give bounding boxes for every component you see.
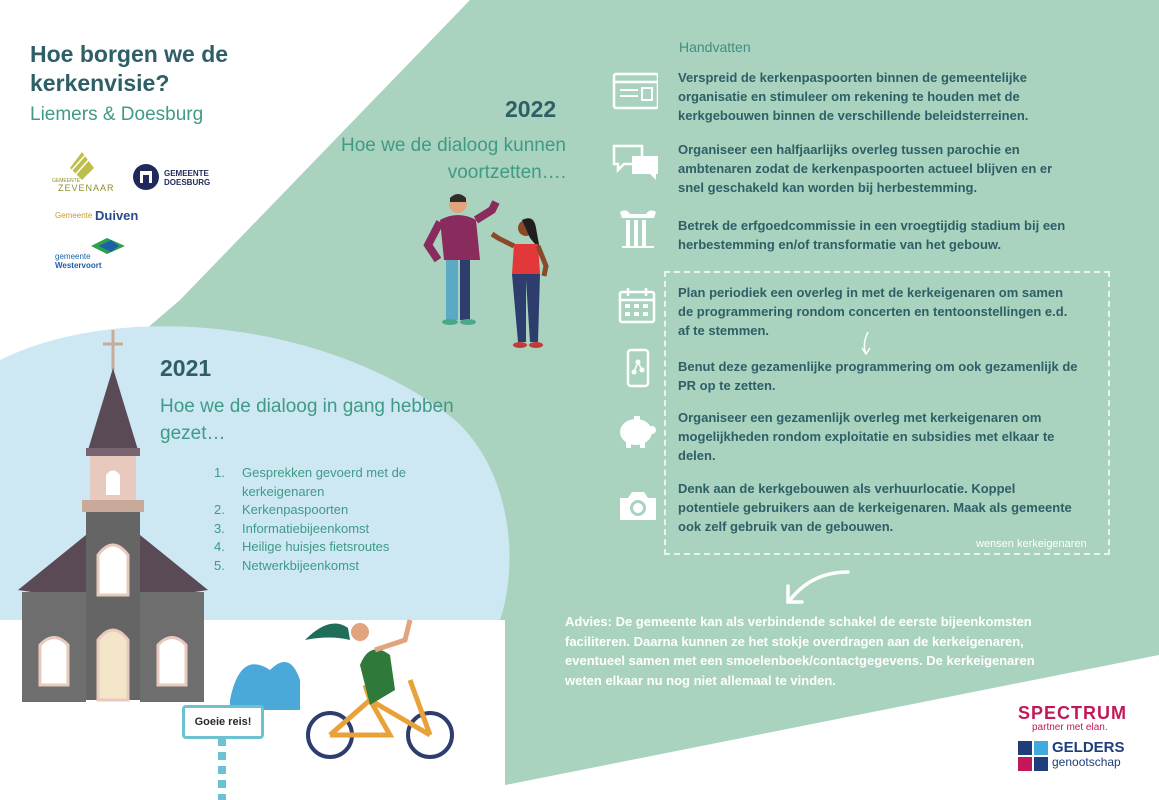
small-arrow-icon xyxy=(858,330,874,358)
zevenaar-name: ZEVENAAR xyxy=(58,183,115,193)
genootschap-text: genootschap xyxy=(1052,755,1121,769)
list-item: 3. Informatiebijeenkomst xyxy=(214,520,370,536)
wensen-label: wensen kerkeigenaren xyxy=(976,538,1087,550)
zevenaar-small: GEMEENTE xyxy=(52,178,81,184)
handvatten-item-1: Verspreid de kerkenpaspoorten binnen de gemeentelijke organisatie en stimuleer om rekening te houden met de kerkgebouwen binnen de verschillende beleidsterreinen. xyxy=(678,70,1029,123)
handvatten-label: Handvatten xyxy=(679,39,751,55)
duiven-logo xyxy=(55,208,155,226)
camera-icon xyxy=(618,488,664,528)
two-people-illustration xyxy=(410,190,570,355)
list-item: 4. Heilige huisjes fietsroutes xyxy=(214,539,390,554)
year-2021: 2021 xyxy=(160,355,212,381)
document-icon xyxy=(612,72,658,112)
page-title: Hoe borgen we de kerkenvisie? xyxy=(30,41,229,96)
westervoort-logo xyxy=(55,236,135,272)
phone-icon xyxy=(624,348,670,388)
church-illustration xyxy=(18,330,208,702)
gelders-logo: GELDERS xyxy=(1052,739,1125,756)
calendar-icon xyxy=(618,288,664,328)
doesburg-emblem xyxy=(132,162,160,192)
duiven-prefix: Gemeente xyxy=(55,211,93,220)
list-item: 2. Kerkenpaspoorten xyxy=(214,502,349,517)
piggy-bank-icon xyxy=(614,412,660,452)
handvatten-item-2: Organiseer een halfjaarlijks overleg tussen parochie en ambtenaren zodat de kerkenpaspoorten actueel blijven en er snel geschakeld kan worden bij herbestemming. xyxy=(678,142,1053,195)
handvatten-item-4: Plan periodiek een overleg in met de kerkeigenaren om samen de programmering rondom concerten en tentoonstellingen e.d. af te stemmen. xyxy=(678,285,1068,338)
doesburg-line1: GEMEENTE xyxy=(164,169,209,178)
westervoort-line1: gemeente xyxy=(55,252,91,261)
heading-2021: Hoe we de dialoog in gang hebben gezet… xyxy=(160,396,454,444)
handvatten-item-3: Betrek de erfgoedcommissie in een vroegtijdig stadium bij een herbestemming en/of transformatie van het gebouw. xyxy=(678,218,1066,252)
year-2022: 2022 xyxy=(505,96,557,122)
page-subtitle: Liemers & Doesburg xyxy=(30,104,204,125)
curved-arrow-icon xyxy=(782,568,852,608)
advies-text: Advies: De gemeente kan als verbindende schakel de eerste bijeenkomsten faciliteren. Daarna kunnen ze het stokje overdragen aan de kerkeigenaren, eventueel samen met een smoelenboek/contactgegevens. De kerkeigenaren weten elkaar nu nog niet allemaal te vinden. xyxy=(565,614,1035,688)
handvatten-item-5: Benut deze gezamenlijke programmering om ook gezamenlijk de PR op te zetten. xyxy=(678,359,1078,393)
spectrum-tagline: partner met elan. xyxy=(1032,722,1108,733)
doesburg-logo xyxy=(132,162,212,194)
sign-post xyxy=(218,738,226,800)
zevenaar-logo xyxy=(52,150,115,194)
westervoort-line2: Westervoort xyxy=(55,261,102,270)
dialogue-list xyxy=(214,464,464,575)
list-item: 1. Gesprekken gevoerd met de kerkeigenaren xyxy=(214,465,407,499)
goeie-reis-sign: Goeie reis! xyxy=(182,705,264,739)
column-icon xyxy=(618,208,664,248)
spectrum-logo: SPECTRUM xyxy=(1018,703,1128,723)
gelders-emblem xyxy=(1018,741,1048,771)
duiven-name: Duiven xyxy=(95,208,139,223)
list-item: 5. Netwerkbijeenkomst xyxy=(214,557,360,573)
westervoort-emblem xyxy=(89,236,127,256)
handvatten-item-7: Denk aan de kerkgebouwen als verhuurlocatie. Koppel potentiele gebruikers aan de kerkeigenaren. Maak als gemeente ook zelf gebruik van de gebouwen. xyxy=(678,481,1072,534)
handvatten-item-6: Organiseer een gezamenlijk overleg met kerkeigenaren om mogelijkheden rondom exploitatie en subsidies met elkaar te delen. xyxy=(678,410,1055,463)
chat-icon xyxy=(612,142,658,182)
doesburg-line2: DOESBURG xyxy=(164,178,211,187)
heading-2022: Hoe we de dialoog kunnen voortzetten…. xyxy=(340,135,566,183)
